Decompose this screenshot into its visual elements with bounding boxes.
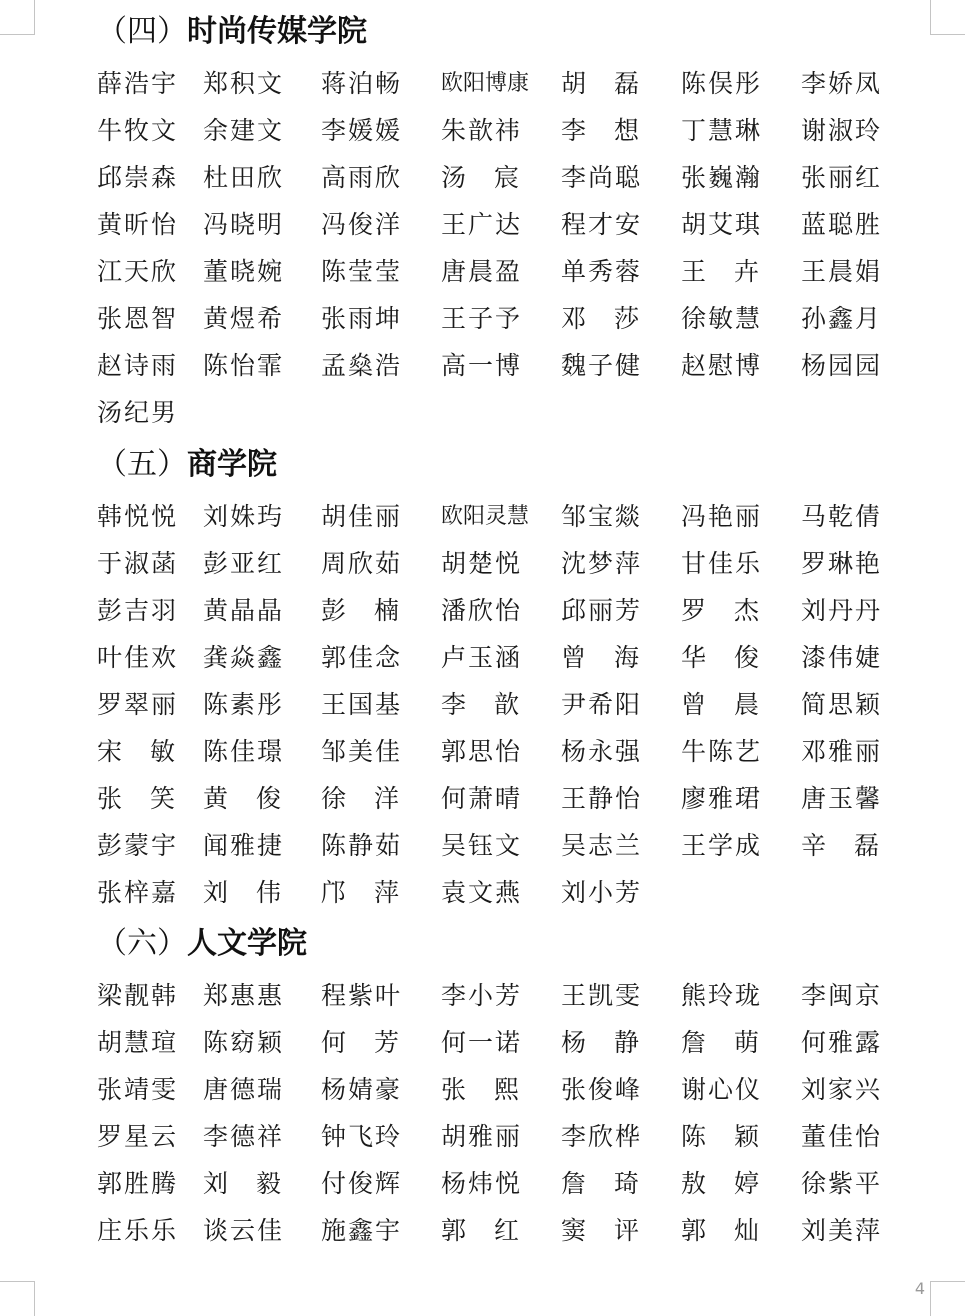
student-name: 薛浩宇 bbox=[97, 69, 179, 98]
student-name: 黄昕怡 bbox=[97, 210, 179, 239]
student-name: 黄俊 bbox=[203, 784, 310, 813]
name-row bbox=[0, 1164, 965, 1204]
student-name: 邱丽芳 bbox=[561, 596, 643, 625]
student-name: 杨炜悦 bbox=[441, 1169, 523, 1198]
student-name: 郭佳念 bbox=[321, 643, 403, 672]
student-name: 黄晶晶 bbox=[203, 596, 285, 625]
name-row bbox=[0, 685, 965, 725]
student-name: 冯晓明 bbox=[203, 210, 285, 239]
student-name: 罗琳艳 bbox=[801, 549, 883, 578]
student-name: 邹美佳 bbox=[321, 737, 403, 766]
student-name: 陈怡霏 bbox=[203, 351, 285, 380]
student-name: 潘欣怡 bbox=[441, 596, 523, 625]
student-name: 程才安 bbox=[561, 210, 643, 239]
student-name: 庄乐乐 bbox=[97, 1216, 179, 1245]
student-name: 尹希阳 bbox=[561, 690, 643, 719]
student-name: 陈俣彤 bbox=[681, 69, 763, 98]
student-name: 唐德瑞 bbox=[203, 1075, 285, 1104]
student-name: 闻雅捷 bbox=[203, 831, 285, 860]
student-name: 谢心仪 bbox=[681, 1075, 763, 1104]
student-name: 叶佳欢 bbox=[97, 643, 179, 672]
student-name: 敖婷 bbox=[681, 1169, 788, 1198]
student-name: 郑积文 bbox=[203, 69, 285, 98]
student-name: 陈窈颖 bbox=[203, 1028, 285, 1057]
section-number: （四） bbox=[97, 14, 187, 49]
name-row bbox=[0, 732, 965, 772]
student-name: 张俊峰 bbox=[561, 1075, 643, 1104]
student-name: 牛牧文 bbox=[97, 116, 179, 145]
student-name: 彭蒙宇 bbox=[97, 831, 179, 860]
student-name: 杨永强 bbox=[561, 737, 643, 766]
student-name: 丁慧琳 bbox=[681, 116, 763, 145]
section-title bbox=[97, 12, 367, 52]
student-name: 王凯雯 bbox=[561, 981, 643, 1010]
student-name: 李娇凤 bbox=[801, 69, 883, 98]
section-title bbox=[97, 924, 307, 964]
name-row bbox=[0, 1023, 965, 1063]
name-row bbox=[0, 1070, 965, 1110]
student-name: 邝萍 bbox=[321, 878, 428, 907]
student-name: 何芳 bbox=[321, 1028, 428, 1057]
student-name: 张靖雯 bbox=[97, 1075, 179, 1104]
student-name: 郭胜腾 bbox=[97, 1169, 179, 1198]
student-name: 窦评 bbox=[561, 1216, 668, 1245]
student-name: 李闽京 bbox=[801, 981, 883, 1010]
student-name: 欧阳博康 bbox=[441, 71, 530, 96]
student-name: 程紫叶 bbox=[321, 981, 403, 1010]
student-name: 胡艾琪 bbox=[681, 210, 763, 239]
student-name: 冯艳丽 bbox=[681, 502, 763, 531]
student-name: 付俊辉 bbox=[321, 1169, 403, 1198]
student-name: 詹琦 bbox=[561, 1169, 668, 1198]
student-name: 刘家兴 bbox=[801, 1075, 883, 1104]
student-name: 高一博 bbox=[441, 351, 523, 380]
name-row bbox=[0, 299, 965, 339]
student-name: 李媛媛 bbox=[321, 116, 403, 145]
student-name: 何一诺 bbox=[441, 1028, 523, 1057]
section-name: 人文学院 bbox=[187, 926, 307, 961]
student-name: 刘美萍 bbox=[801, 1216, 883, 1245]
student-name: 曾晨 bbox=[681, 690, 788, 719]
student-name: 韩悦悦 bbox=[97, 502, 179, 531]
student-name: 陈佳璟 bbox=[203, 737, 285, 766]
name-row bbox=[0, 638, 965, 678]
student-name: 汤宸 bbox=[441, 163, 548, 192]
section-name: 时尚传媒学院 bbox=[187, 14, 367, 49]
student-name: 郭思怡 bbox=[441, 737, 523, 766]
student-name: 杨婧豪 bbox=[321, 1075, 403, 1104]
student-name: 孟燊浩 bbox=[321, 351, 403, 380]
student-name: 陈莹莹 bbox=[321, 257, 403, 286]
student-name: 徐洋 bbox=[321, 784, 428, 813]
section-number: （五） bbox=[97, 447, 187, 482]
crop-mark-top-right bbox=[930, 0, 965, 35]
student-name: 江天欣 bbox=[97, 257, 179, 286]
student-name: 王学成 bbox=[681, 831, 763, 860]
student-name: 赵诗雨 bbox=[97, 351, 179, 380]
student-name: 董佳怡 bbox=[801, 1122, 883, 1151]
student-name: 欧阳灵慧 bbox=[441, 504, 530, 529]
section-title bbox=[97, 445, 277, 485]
name-row bbox=[0, 1211, 965, 1251]
student-name: 杨园园 bbox=[801, 351, 883, 380]
student-name: 彭楠 bbox=[321, 596, 428, 625]
student-name: 陈素彤 bbox=[203, 690, 285, 719]
student-name: 罗翠丽 bbox=[97, 690, 179, 719]
student-name: 杨静 bbox=[561, 1028, 668, 1057]
student-name: 谈云佳 bbox=[203, 1216, 285, 1245]
student-name: 陈颖 bbox=[681, 1122, 788, 1151]
student-name: 罗星云 bbox=[97, 1122, 179, 1151]
section-number: （六） bbox=[97, 926, 187, 961]
student-name: 何雅露 bbox=[801, 1028, 883, 1057]
student-name: 谢淑玲 bbox=[801, 116, 883, 145]
name-row bbox=[0, 976, 965, 1016]
student-name: 袁文燕 bbox=[441, 878, 523, 907]
student-name: 李歆 bbox=[441, 690, 548, 719]
student-name: 彭吉羽 bbox=[97, 596, 179, 625]
section-name: 商学院 bbox=[187, 447, 277, 482]
student-name: 胡慧瑄 bbox=[97, 1028, 179, 1057]
student-name: 唐玉馨 bbox=[801, 784, 883, 813]
student-name: 梁靓韩 bbox=[97, 981, 179, 1010]
student-name: 孙鑫月 bbox=[801, 304, 883, 333]
student-name: 马乾倩 bbox=[801, 502, 883, 531]
name-row bbox=[0, 873, 965, 913]
student-name: 董晓婉 bbox=[203, 257, 285, 286]
crop-mark-top-left bbox=[0, 0, 35, 35]
name-row bbox=[0, 111, 965, 151]
name-row bbox=[0, 393, 965, 433]
student-name: 曾海 bbox=[561, 643, 668, 672]
name-row bbox=[0, 346, 965, 386]
student-name: 李小芳 bbox=[441, 981, 523, 1010]
student-name: 罗杰 bbox=[681, 596, 788, 625]
student-name: 张恩智 bbox=[97, 304, 179, 333]
student-name: 胡佳丽 bbox=[321, 502, 403, 531]
student-name: 唐晨盈 bbox=[441, 257, 523, 286]
student-name: 简思颖 bbox=[801, 690, 883, 719]
student-name: 冯俊洋 bbox=[321, 210, 403, 239]
student-name: 单秀蓉 bbox=[561, 257, 643, 286]
student-name: 华俊 bbox=[681, 643, 788, 672]
student-name: 廖雅珺 bbox=[681, 784, 763, 813]
student-name: 李尚聪 bbox=[561, 163, 643, 192]
student-name: 龚焱鑫 bbox=[203, 643, 285, 672]
name-row bbox=[0, 544, 965, 584]
name-row bbox=[0, 497, 965, 537]
student-name: 王广达 bbox=[441, 210, 523, 239]
student-name: 熊玲珑 bbox=[681, 981, 763, 1010]
student-name: 甘佳乐 bbox=[681, 549, 763, 578]
student-name: 蓝聪胜 bbox=[801, 210, 883, 239]
student-name: 张笑 bbox=[97, 784, 204, 813]
student-name: 辛磊 bbox=[801, 831, 908, 860]
student-name: 王静怡 bbox=[561, 784, 643, 813]
student-name: 何萧晴 bbox=[441, 784, 523, 813]
student-name: 沈梦萍 bbox=[561, 549, 643, 578]
student-name: 漆伟婕 bbox=[801, 643, 883, 672]
student-name: 吴钰文 bbox=[441, 831, 523, 860]
student-name: 余建文 bbox=[203, 116, 285, 145]
crop-mark-bottom-left bbox=[0, 1281, 35, 1316]
student-name: 刘姝玙 bbox=[203, 502, 285, 531]
name-row bbox=[0, 779, 965, 819]
student-name: 周欣茹 bbox=[321, 549, 403, 578]
student-name: 徐敏慧 bbox=[681, 304, 763, 333]
crop-mark-bottom-right bbox=[930, 1281, 965, 1316]
student-name: 邹宝燚 bbox=[561, 502, 643, 531]
student-name: 施鑫宇 bbox=[321, 1216, 403, 1245]
student-name: 李德祥 bbox=[203, 1122, 285, 1151]
student-name: 张熙 bbox=[441, 1075, 548, 1104]
student-name: 张梓嘉 bbox=[97, 878, 179, 907]
student-name: 王子予 bbox=[441, 304, 523, 333]
student-name: 卢玉涵 bbox=[441, 643, 523, 672]
student-name: 张巍瀚 bbox=[681, 163, 763, 192]
student-name: 李想 bbox=[561, 116, 668, 145]
student-name: 詹萌 bbox=[681, 1028, 788, 1057]
student-name: 王卉 bbox=[681, 257, 788, 286]
student-name: 郭红 bbox=[441, 1216, 548, 1245]
name-row bbox=[0, 1117, 965, 1157]
student-name: 宋敏 bbox=[97, 737, 204, 766]
name-row bbox=[0, 158, 965, 198]
student-name: 刘丹丹 bbox=[801, 596, 883, 625]
student-name: 邓莎 bbox=[561, 304, 668, 333]
student-name: 钟飞玲 bbox=[321, 1122, 403, 1151]
student-name: 李欣桦 bbox=[561, 1122, 643, 1151]
student-name: 黄煜希 bbox=[203, 304, 285, 333]
student-name: 赵慰博 bbox=[681, 351, 763, 380]
name-row bbox=[0, 64, 965, 104]
student-name: 徐紫平 bbox=[801, 1169, 883, 1198]
student-name: 牛陈艺 bbox=[681, 737, 763, 766]
student-name: 刘伟 bbox=[203, 878, 310, 907]
name-row bbox=[0, 252, 965, 292]
student-name: 魏子健 bbox=[561, 351, 643, 380]
student-name: 陈静茹 bbox=[321, 831, 403, 860]
student-name: 于淑菡 bbox=[97, 549, 179, 578]
student-name: 王晨娟 bbox=[801, 257, 883, 286]
student-name: 王国基 bbox=[321, 690, 403, 719]
page-number: 4 bbox=[914, 1279, 925, 1298]
name-row bbox=[0, 826, 965, 866]
student-name: 刘小芳 bbox=[561, 878, 643, 907]
student-name: 张雨坤 bbox=[321, 304, 403, 333]
student-name: 杜田欣 bbox=[203, 163, 285, 192]
student-name: 蒋泊畅 bbox=[321, 69, 403, 98]
student-name: 邱崇森 bbox=[97, 163, 179, 192]
student-name: 郭灿 bbox=[681, 1216, 788, 1245]
student-name: 郑惠惠 bbox=[203, 981, 285, 1010]
name-row bbox=[0, 205, 965, 245]
student-name: 汤纪男 bbox=[97, 398, 179, 427]
student-name: 胡磊 bbox=[561, 69, 668, 98]
student-name: 刘毅 bbox=[203, 1169, 310, 1198]
student-name: 朱歆祎 bbox=[441, 116, 523, 145]
student-name: 邓雅丽 bbox=[801, 737, 883, 766]
student-name: 张丽红 bbox=[801, 163, 883, 192]
student-name: 彭亚红 bbox=[203, 549, 285, 578]
student-name: 吴志兰 bbox=[561, 831, 643, 860]
name-row bbox=[0, 591, 965, 631]
student-name: 高雨欣 bbox=[321, 163, 403, 192]
student-name: 胡楚悦 bbox=[441, 549, 523, 578]
student-name: 胡雅丽 bbox=[441, 1122, 523, 1151]
